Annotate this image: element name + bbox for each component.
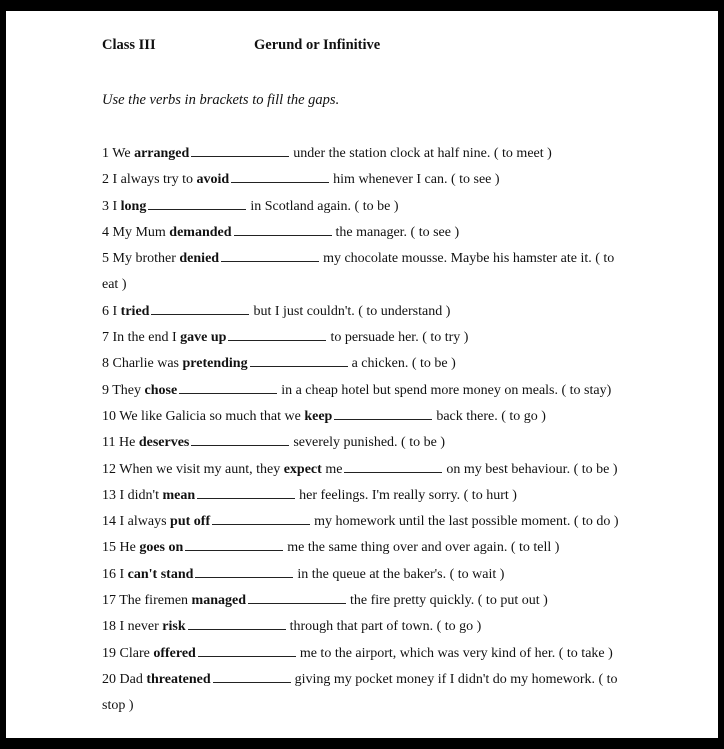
- exercise-item: [102, 641, 662, 667]
- item-key-verb: long: [120, 198, 147, 214]
- worksheet-page: [6, 11, 718, 738]
- item-prefix: 6 I: [102, 303, 121, 319]
- item-rest: the fire pretty quickly. ( to put out ): [350, 593, 548, 609]
- exercise-item: [102, 194, 662, 220]
- item-key-verb: put off: [170, 514, 211, 530]
- answer-blank[interactable]: [221, 260, 319, 262]
- answer-blank[interactable]: [188, 628, 286, 630]
- item-key-verb: deserves: [138, 435, 190, 451]
- answer-blank[interactable]: [198, 655, 296, 657]
- exercise-item: [102, 325, 662, 351]
- exercise-item: [102, 246, 662, 299]
- item-prefix: 12 When we visit my aunt, they: [102, 461, 284, 477]
- item-prefix: 2 I always try to: [102, 172, 197, 188]
- item-prefix: 3 I: [102, 198, 121, 214]
- answer-blank[interactable]: [344, 471, 442, 473]
- item-rest: in Scotland again. ( to be ): [250, 198, 399, 214]
- item-rest: him whenever I can. ( to see ): [333, 172, 500, 188]
- exercise-item: [102, 404, 662, 430]
- item-key-verb: tried: [120, 303, 150, 319]
- worksheet-title: Gerund or Infinitive: [254, 37, 381, 53]
- exercise-item: [102, 588, 662, 614]
- item-key-verb: risk: [162, 619, 186, 635]
- answer-blank[interactable]: [234, 234, 332, 236]
- item-prefix: 11 He: [102, 435, 139, 451]
- item-prefix: 16 I: [102, 566, 128, 582]
- item-key-verb: keep: [304, 408, 333, 424]
- exercise-item: [102, 351, 662, 377]
- item-rest: to persuade her. ( to try ): [330, 330, 469, 346]
- answer-blank[interactable]: [197, 497, 295, 499]
- item-key-verb: gave up: [180, 330, 227, 346]
- exercise-item: [102, 535, 662, 561]
- item-prefix: 18 I never: [102, 619, 163, 635]
- exercise-item: [102, 167, 662, 193]
- exercise-item: [102, 141, 662, 167]
- item-key-verb: goes on: [139, 540, 184, 556]
- item-rest: a chicken. ( to be ): [351, 356, 456, 372]
- exercise-list: [102, 141, 662, 720]
- item-rest: back there. ( to go ): [436, 408, 546, 424]
- item-rest: my homework until the last possible moment. ( to do ): [314, 514, 619, 530]
- item-prefix: 17 The firemen: [102, 593, 192, 609]
- item-rest: in a cheap hotel but spend more money on meals. ( to stay): [281, 382, 612, 398]
- item-rest: my chocolate mousse. Maybe his hamster ate it. ( to: [323, 251, 615, 267]
- item-rest: me the same thing over and over again. ( to tell ): [287, 540, 560, 556]
- item-key-verb: can't stand: [127, 566, 194, 582]
- item-rest: through that part of town. ( to go ): [289, 619, 482, 635]
- item-postfix: me: [321, 461, 343, 477]
- answer-blank[interactable]: [179, 392, 277, 394]
- item-rest: on my best behaviour. ( to be ): [446, 461, 618, 477]
- item-key-verb: threatened: [146, 671, 211, 687]
- item-prefix: 5 My brother: [102, 251, 180, 267]
- answer-blank[interactable]: [148, 208, 246, 210]
- item-key-verb: chose: [144, 382, 178, 398]
- item-rest: in the queue at the baker's. ( to wait ): [297, 566, 505, 582]
- worksheet-header: [102, 37, 381, 54]
- answer-blank[interactable]: [212, 523, 310, 525]
- item-key-verb: denied: [179, 251, 220, 267]
- item-rest: the manager. ( to see ): [335, 224, 460, 240]
- item-prefix: 7 In the end I: [102, 330, 181, 346]
- exercise-item: [102, 509, 662, 535]
- answer-blank[interactable]: [250, 365, 348, 367]
- item-prefix: 14 I always: [102, 514, 171, 530]
- exercise-item: [102, 614, 662, 640]
- item-key-verb: pretending: [182, 356, 248, 372]
- exercise-item: [102, 457, 662, 483]
- item-rest-continued: stop ): [102, 698, 134, 714]
- class-label: Class III: [102, 37, 156, 53]
- answer-blank[interactable]: [334, 418, 432, 420]
- item-prefix: 15 He: [102, 540, 140, 556]
- exercise-item: [102, 483, 662, 509]
- item-prefix: 10 We like Galicia so much that we: [102, 408, 305, 424]
- exercise-item: [102, 378, 662, 404]
- item-rest: her feelings. I'm really sorry. ( to hurt ): [299, 487, 517, 503]
- item-key-verb: avoid: [196, 172, 230, 188]
- exercise-item: [102, 220, 662, 246]
- item-prefix: 20 Dad: [102, 671, 147, 687]
- answer-blank[interactable]: [231, 181, 329, 183]
- item-prefix: 8 Charlie was: [102, 356, 183, 372]
- item-key-verb: demanded: [169, 224, 232, 240]
- item-prefix: 9 They: [102, 382, 145, 398]
- item-key-verb: offered: [153, 645, 196, 661]
- item-prefix: 13 I didn't: [102, 487, 163, 503]
- item-key-verb: managed: [191, 593, 246, 609]
- item-prefix: 4 My Mum: [102, 224, 170, 240]
- instructions: Use the verbs in brackets to fill the gaps.: [102, 92, 340, 108]
- item-rest: giving my pocket money if I didn't do my homework. ( to: [294, 671, 618, 687]
- answer-blank[interactable]: [213, 681, 291, 683]
- exercise-item: [102, 667, 662, 720]
- item-key-verb: expect: [283, 461, 322, 477]
- item-prefix: 1 We: [102, 146, 135, 161]
- answer-blank[interactable]: [228, 339, 326, 341]
- item-key-verb: arranged: [134, 146, 190, 161]
- exercise-item: [102, 430, 662, 456]
- answer-blank[interactable]: [191, 155, 289, 157]
- item-prefix: 19 Clare: [102, 645, 154, 661]
- answer-blank[interactable]: [151, 313, 249, 315]
- item-rest-continued: eat ): [102, 277, 127, 293]
- exercise-item: [102, 299, 662, 325]
- item-rest: but I just couldn't. ( to understand ): [253, 303, 451, 319]
- answer-blank[interactable]: [195, 576, 293, 578]
- item-rest: severely punished. ( to be ): [293, 435, 445, 451]
- answer-blank[interactable]: [248, 602, 346, 604]
- item-rest: me to the airport, which was very kind of her. ( to take ): [299, 645, 613, 661]
- item-key-verb: mean: [162, 487, 196, 503]
- item-rest: under the station clock at half nine. ( to meet ): [293, 146, 552, 161]
- answer-blank[interactable]: [185, 549, 283, 551]
- answer-blank[interactable]: [191, 444, 289, 446]
- exercise-item: [102, 562, 662, 588]
